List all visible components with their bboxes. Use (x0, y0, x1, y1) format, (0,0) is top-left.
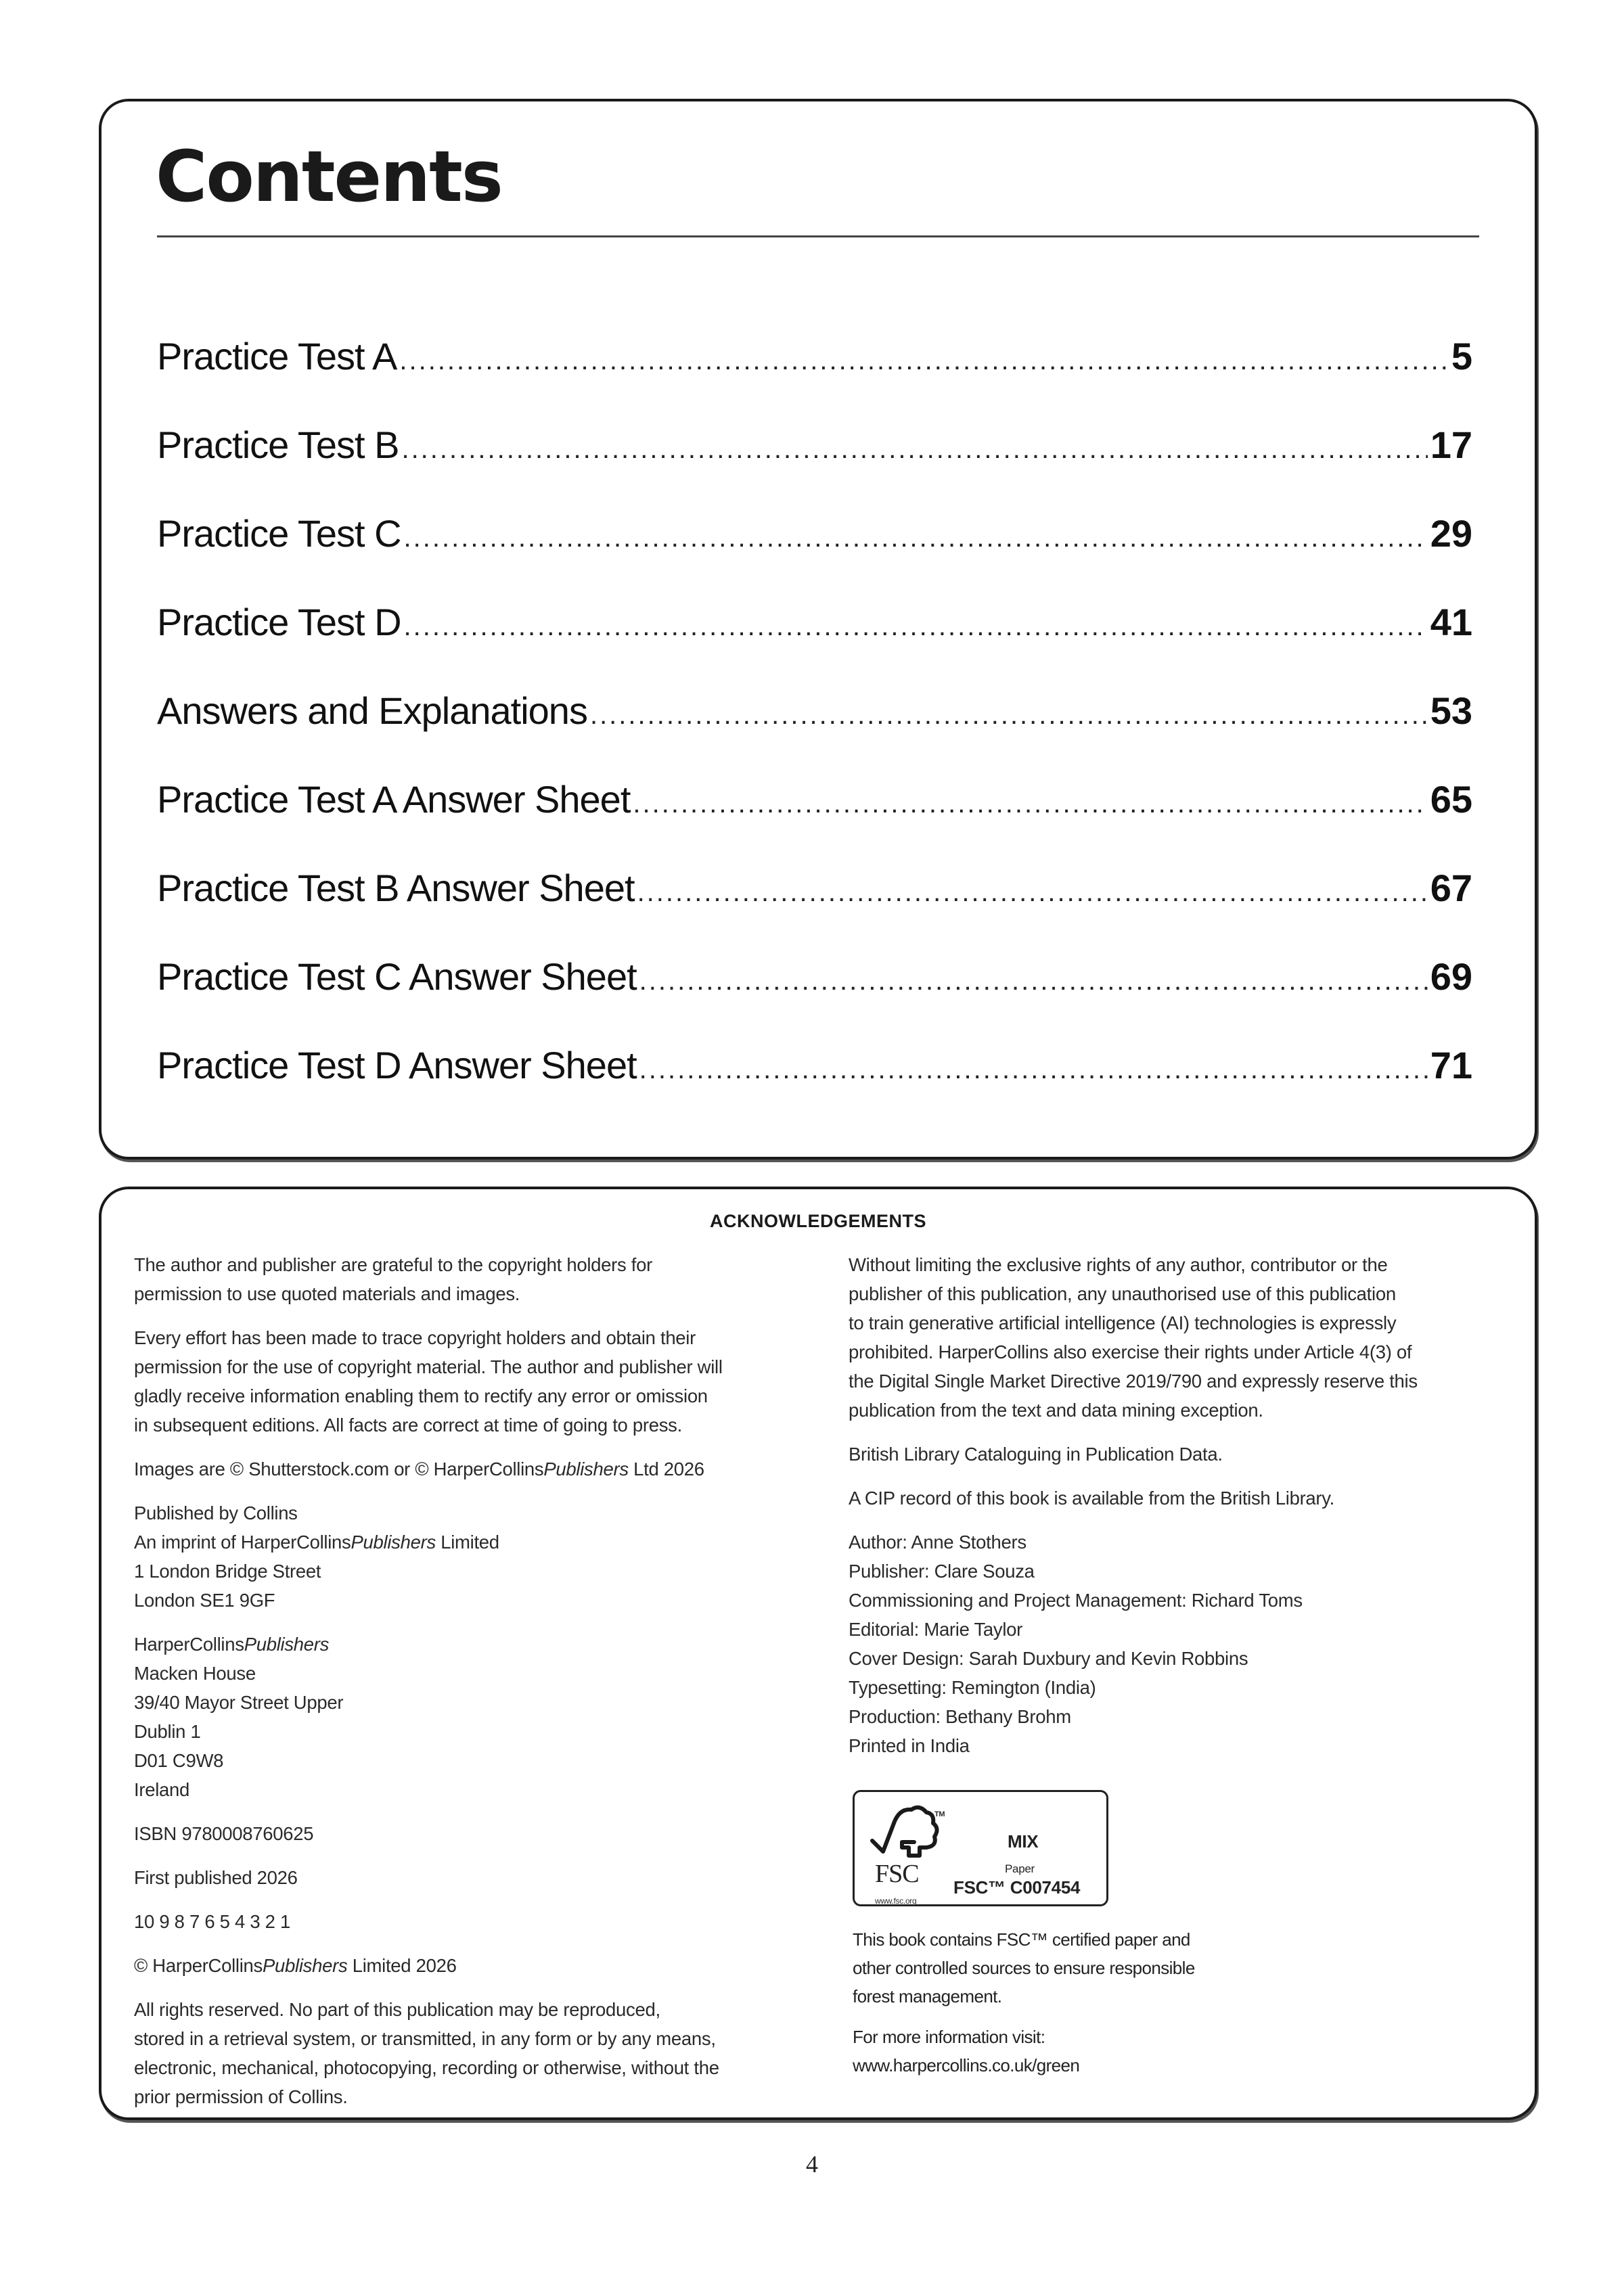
text-line: Ireland (134, 1779, 189, 1800)
toc-entry-page: 41 (1430, 601, 1472, 643)
text-line (134, 1528, 824, 1557)
contents-title: Contents (156, 135, 502, 218)
text-fragment-italic: Publishers (263, 1955, 348, 1976)
fsc-tree-checkmark-icon (864, 1799, 944, 1866)
text-line: 39/40 Mayor Street Upper (134, 1692, 344, 1713)
text-line: gladly receive information enabling them to rectify any error or omission (134, 1385, 708, 1406)
fsc-license-code: FSC™ C007454 (953, 1877, 1081, 1898)
fsc-paper-label: Paper (1005, 1862, 1035, 1875)
toc-entry-label: Practice Test B (157, 423, 399, 466)
text-line: prior permission of Collins. (134, 2086, 348, 2107)
text-line: permission to use quoted materials and images. (134, 1283, 520, 1304)
toc-dot-leader (404, 612, 1428, 642)
toc-entry[interactable] (157, 1043, 1472, 1132)
text-line: electronic, mechanical, photocopying, recording or otherwise, without the (134, 2057, 719, 2078)
text-fragment-italic: Publishers (543, 1459, 629, 1479)
text-fragment: HarperCollins (134, 1634, 244, 1655)
dublin-address (134, 1630, 824, 1804)
acknowledgements-right-column (849, 1250, 1498, 2092)
credit-line: Editorial: Marie Taylor (849, 1619, 1022, 1640)
text-line: to train generative artificial intelligence (AI) technologies is expressly (849, 1312, 1397, 1333)
acknowledgements-heading: ACKNOWLEDGEMENTS (710, 1211, 926, 1231)
text-line: other controlled sources to ensure responsible (853, 1958, 1195, 1978)
text-line: in subsequent editions. All facts are correct at time of going to press. (134, 1415, 682, 1436)
toc-entry-page: 5 (1451, 335, 1472, 377)
text-line: Dublin 1 (134, 1721, 201, 1742)
text-line: publication from the text and data mining exception. (849, 1400, 1263, 1421)
toc-entry[interactable] (157, 600, 1472, 689)
text-fragment-italic: Publishers (244, 1634, 330, 1655)
print-line: 10 9 8 7 6 5 4 3 2 1 (134, 1911, 290, 1932)
text-line: the Digital Single Market Directive 2019/790 and expressly reserve this (849, 1371, 1418, 1392)
toc-entry-page: 67 (1430, 867, 1472, 909)
credit-line: Typesetting: Remington (India) (849, 1677, 1096, 1698)
images-credit (134, 1454, 824, 1484)
text-fragment: Images are © Shutterstock.com or © HarperCollins (134, 1459, 544, 1479)
toc-dot-leader (639, 966, 1428, 996)
text-fragment: Limited (435, 1532, 499, 1553)
text-fragment-italic: Publishers (351, 1532, 436, 1553)
cataloguing-note: British Library Cataloguing in Publication Data. (849, 1444, 1223, 1465)
rights-reserved-paragraph (134, 1995, 824, 2111)
toc-entry-label: Practice Test A Answer Sheet (157, 778, 631, 821)
contents-panel (99, 99, 1537, 1160)
toc-dot-leader (404, 523, 1428, 553)
toc-entry-label: Practice Test B Answer Sheet (157, 867, 635, 909)
credit-line: Commissioning and Project Management: Richard Toms (849, 1590, 1303, 1611)
copyright-gratitude-paragraph (134, 1250, 824, 1308)
credit-line: Publisher: Clare Souza (849, 1561, 1035, 1582)
text-fragment: An imprint of HarperCollins (134, 1532, 351, 1553)
toc-entry-label: Practice Test D Answer Sheet (157, 1044, 637, 1086)
toc-entry[interactable] (157, 334, 1472, 423)
acknowledgements-left-column (134, 1250, 824, 2126)
toc-entry-label: Answers and Explanations (157, 689, 587, 732)
credits-list (849, 1528, 1498, 1760)
cip-note: A CIP record of this book is available from the British Library. (849, 1488, 1335, 1509)
text-line: 1 London Bridge Street (134, 1561, 321, 1582)
text-line: forest management. (853, 1986, 1002, 2006)
toc-entry[interactable] (157, 423, 1472, 511)
toc-entry[interactable] (157, 689, 1472, 777)
toc-entry[interactable] (157, 511, 1472, 600)
text-line: Without limiting the exclusive rights of any author, contributor or the (849, 1254, 1388, 1275)
fsc-certification-paragraph (853, 1925, 1498, 2011)
text-line: The author and publisher are grateful to the copyright holders for (134, 1254, 652, 1275)
first-published: First published 2026 (134, 1867, 298, 1888)
ai-notice-paragraph (849, 1250, 1498, 1425)
text-line: For more information visit: (853, 2027, 1045, 2047)
green-info-link[interactable]: www.harpercollins.co.uk/green (853, 2055, 1080, 2075)
more-info-paragraph (853, 2023, 1498, 2080)
text-line: Every effort has been made to trace copyright holders and obtain their (134, 1327, 696, 1348)
fsc-logo (853, 1790, 1108, 1906)
toc-entry[interactable] (157, 955, 1472, 1043)
text-line: All rights reserved. No part of this publication may be reproduced, (134, 1999, 660, 2020)
credit-line: Cover Design: Sarah Duxbury and Kevin Robbins (849, 1648, 1248, 1669)
toc-entry[interactable] (157, 866, 1472, 955)
text-line (134, 1630, 824, 1659)
credit-line: Printed in India (849, 1735, 970, 1756)
text-line: D01 C9W8 (134, 1750, 224, 1771)
toc-entry-label: Practice Test A (157, 335, 397, 377)
toc-entry-label: Practice Test C (157, 512, 401, 555)
isbn: ISBN 9780008760625 (134, 1823, 314, 1844)
toc-entry-page: 17 (1430, 423, 1472, 466)
toc-entry-page: 71 (1430, 1044, 1472, 1086)
toc-dot-leader (399, 346, 1448, 376)
toc-entry-page: 53 (1430, 689, 1472, 732)
fsc-url: www.fsc.org (875, 1896, 917, 1906)
toc-dot-leader (401, 434, 1427, 465)
page-number: 4 (806, 2151, 818, 2178)
title-divider (157, 235, 1479, 237)
copyright-notice (134, 1951, 824, 1980)
text-line: This book contains FSC™ certified paper and (853, 1929, 1190, 1950)
text-line: Published by Collins (134, 1502, 298, 1523)
toc-entry-label: Practice Test C Answer Sheet (157, 955, 637, 998)
toc-entry-page: 65 (1430, 778, 1472, 821)
fsc-statement (853, 1925, 1498, 2080)
text-line: publisher of this publication, any unauthorised use of this publication (849, 1283, 1396, 1304)
text-fragment: Ltd 2026 (628, 1459, 704, 1479)
toc-dot-leader (633, 789, 1427, 819)
text-fragment: Limited 2026 (347, 1955, 457, 1976)
credit-line: Production: Bethany Brohm (849, 1706, 1071, 1727)
copyright-effort-paragraph (134, 1323, 824, 1440)
fsc-wordmark: FSC (875, 1860, 919, 1888)
fsc-trademark: TM (934, 1810, 945, 1818)
toc-entry-page: 29 (1430, 512, 1472, 555)
text-line: prohibited. HarperCollins also exercise their rights under Article 4(3) of (849, 1341, 1412, 1362)
text-line: stored in a retrieval system, or transmitted, in any form or by any means, (134, 2028, 716, 2049)
publisher-address (134, 1498, 824, 1615)
acknowledgements-panel (99, 1187, 1537, 2120)
toc-entry-page: 69 (1430, 955, 1472, 998)
toc-dot-leader (637, 877, 1428, 908)
toc-dot-leader (590, 700, 1428, 731)
table-of-contents (157, 334, 1472, 1132)
text-line: permission for the use of copyright material. The author and publisher will (134, 1356, 723, 1377)
text-line: London SE1 9GF (134, 1590, 275, 1611)
toc-dot-leader (639, 1055, 1428, 1085)
text-line: Macken House (134, 1663, 256, 1684)
credit-line: Author: Anne Stothers (849, 1532, 1027, 1553)
toc-entry-label: Practice Test D (157, 601, 401, 643)
fsc-mix-label: MIX (1008, 1831, 1039, 1852)
toc-entry[interactable] (157, 777, 1472, 866)
text-fragment: © HarperCollins (134, 1955, 263, 1976)
